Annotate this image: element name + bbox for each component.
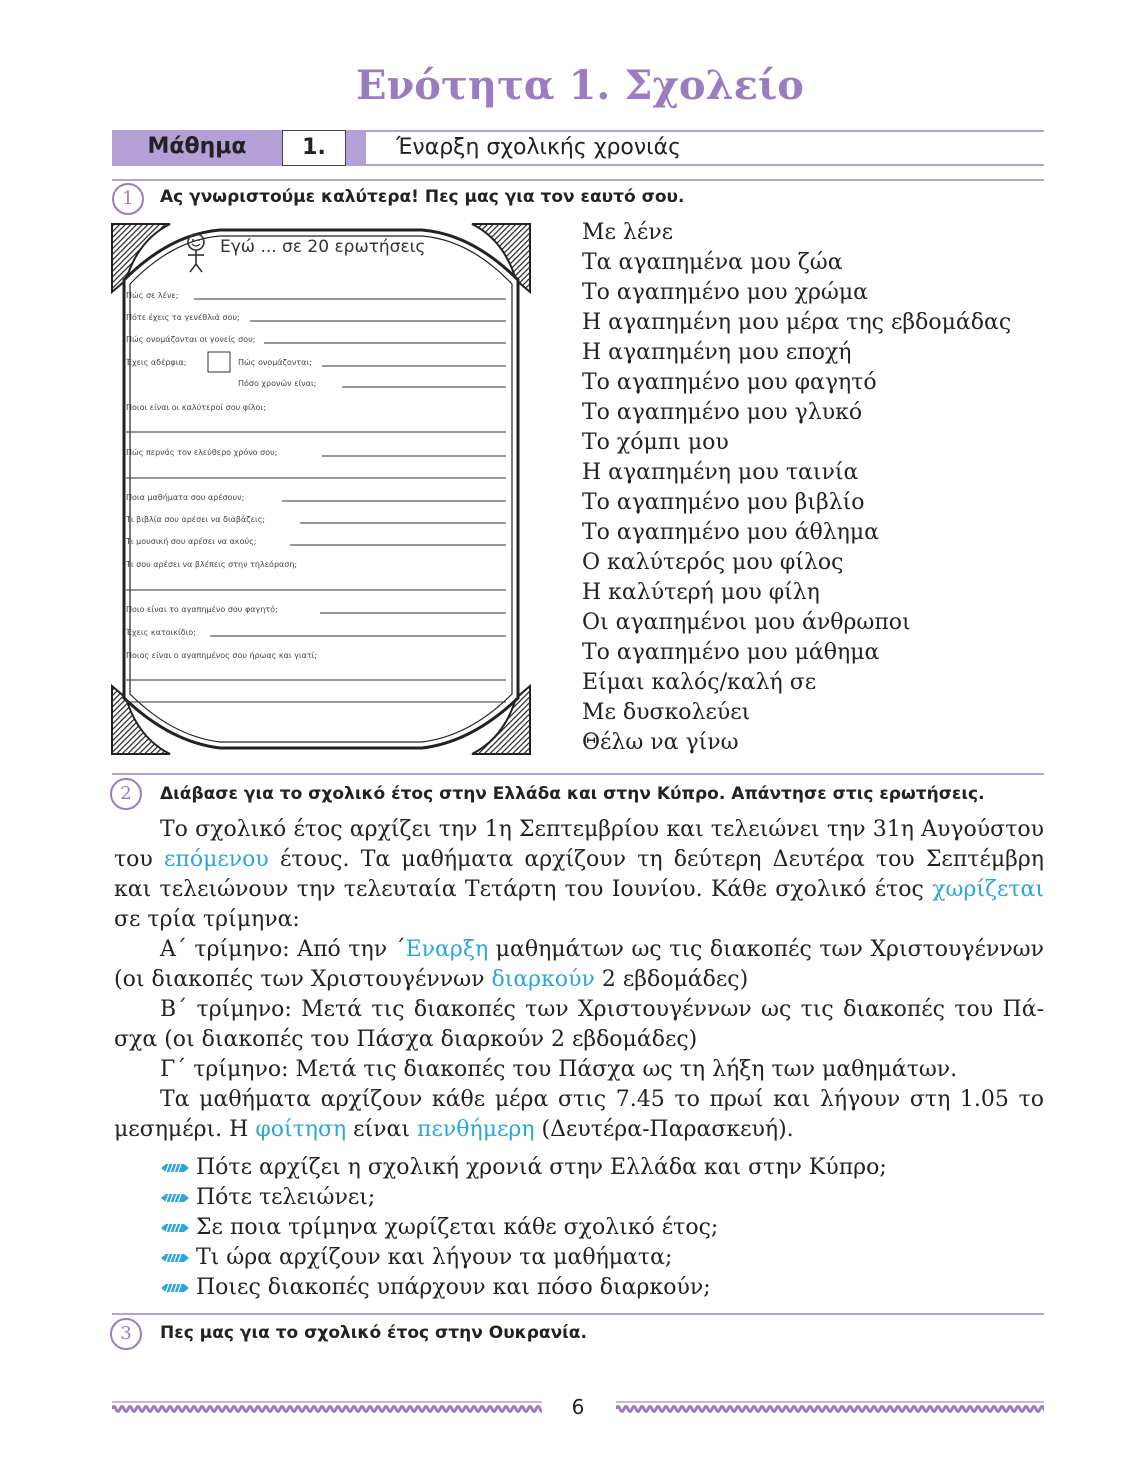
question-item — [160, 1183, 887, 1213]
keyword: επόμενου — [164, 847, 269, 872]
worksheet-field: Πόσο χρονών είναι; — [238, 379, 317, 388]
page-number: 6 — [571, 1395, 585, 1419]
keyword: φοίτηση — [255, 1117, 347, 1142]
question-item — [160, 1153, 887, 1183]
prompt-item: Οι αγαπημένοι μου άνθρωποι — [582, 610, 911, 635]
keyword: Εναρξη — [405, 937, 489, 962]
lesson-label: Μάθημα — [147, 134, 247, 159]
worksheet-field: Τι σου αρέσει να βλέπεις στην τηλεόραση; — [126, 560, 298, 569]
worksheet-title: Εγώ ... σε 20 ερωτήσεις — [220, 237, 426, 257]
reading-text — [114, 815, 1044, 1145]
prompt-item: Το αγαπημένο μου χρώμα — [582, 280, 868, 305]
pencil-arrow-icon — [160, 1192, 190, 1204]
question-item — [160, 1273, 887, 1303]
pencil-arrow-icon — [160, 1282, 190, 1294]
exercise-instruction: Ας γνωριστούμε καλύτερα! Πες μας για τον εαυτό σου. — [160, 187, 685, 207]
worksheet-field: Ποια μαθήματα σου αρέσουν; — [126, 493, 245, 502]
prompt-item: Ο καλύτερός μου φίλος — [582, 550, 844, 575]
section-divider — [112, 773, 1044, 775]
prompt-item: Το αγαπημένο μου φαγητό — [582, 370, 877, 395]
section-divider — [112, 1313, 1044, 1315]
exercise-instruction: Πες μας για το σχολικό έτος στην Ουκρανία. — [160, 1323, 587, 1343]
section-divider — [112, 179, 1044, 181]
worksheet-field: Έχεις κατοικίδιο; — [126, 628, 196, 637]
worksheet-field: Ποιο είναι το αγαπημένο σου φαγητό; — [126, 605, 278, 614]
exercise-number: 1 — [112, 183, 144, 215]
keyword: διαρκούν — [491, 967, 595, 992]
question-item — [160, 1213, 887, 1243]
lesson-number: 1. — [282, 130, 346, 166]
keyword: χωρίζεται — [932, 877, 1044, 902]
prompt-list — [582, 218, 1011, 758]
footer-ornament-left — [112, 1400, 542, 1416]
reading-paragraph: Γ΄ τρίμηνο: Μετά τις διακοπές του Πάσχα ως τη λήξη των μαθημάτων. — [160, 1057, 958, 1082]
question-item — [160, 1243, 887, 1273]
exercise-instruction: Διάβασε για το σχολικό έτος στην Ελλάδα και στην Κύπρο. Απάντησε στις ερωτήσεις. — [160, 784, 985, 804]
question-list — [160, 1153, 887, 1303]
prompt-item: Με λένε — [582, 220, 674, 245]
lesson-header — [112, 130, 1044, 166]
prompt-item: Η αγαπημένη μου εποχή — [582, 340, 852, 365]
prompt-item: Τα αγαπημένα μου ζώα — [582, 250, 843, 275]
prompt-item: Το αγαπημένο μου βιβλίο — [582, 490, 865, 515]
pencil-arrow-icon — [160, 1162, 190, 1174]
worksheet-field: Ποιοι είναι οι καλύτεροί σου φίλοι; — [126, 403, 266, 412]
worksheet-field: Έχεις αδέρφια; — [126, 358, 187, 367]
reading-paragraph: Β΄ τρίμηνο: Μετά τις διακοπές των Χριστουγέννων ως τις διακοπές του Πάσχα (οι διακοπές του Πάσχα διαρκούν 2 εβδομάδες) — [114, 997, 1044, 1052]
question-text: Τι ώρα αρχίζουν και λήγουν τα μαθήματα; — [196, 1245, 673, 1270]
worksheet-field: Πώς σε λένε; — [126, 291, 179, 300]
exercise-number: 3 — [110, 1318, 142, 1350]
question-text: Πότε αρχίζει η σχολική χρονιά στην Ελλάδα και στην Κύπρο; — [196, 1155, 887, 1180]
unit-title: Ενότητα 1. Σχολείο — [356, 62, 804, 109]
prompt-item: Με δυσκολεύει — [582, 700, 751, 725]
prompt-item: Θέλω να γίνω — [582, 730, 739, 755]
pencil-arrow-icon — [160, 1222, 190, 1234]
reading-paragraph: Τα μαθήματα αρχίζουν κάθε μέρα στις 7.45 το πρωί και λήγουν στη 1.05 το μεσημέρι. Η φοίτηση είναι πενθήμερη (Δευτέρα-Παρασκευή). — [114, 1087, 1044, 1142]
question-text: Πότε τελειώνει; — [196, 1185, 376, 1210]
reading-paragraph: Α΄ τρίμηνο: Από την ΄Εναρξη μαθημάτων ως τις διακοπές των Χριστουγέννων (οι διακοπές των Χριστουγέννων διαρκούν 2 εβδομάδες) — [114, 937, 1044, 992]
question-text: Σε ποια τρίμηνα χωρίζεται κάθε σχολικό έτος; — [196, 1215, 719, 1240]
worksheet-field: Πότε έχεις τα γενέθλιά σου; — [126, 313, 240, 322]
prompt-item: Η αγαπημένη μου μέρα της εβδομάδας — [582, 310, 1012, 335]
keyword: πενθήμερη — [417, 1117, 535, 1142]
worksheet-field: Πώς ονομάζονται οι γονείς σου; — [126, 335, 256, 344]
reading-paragraph: Το σχολικό έτος αρχίζει την 1η Σεπτεμβρίου και τελειώνει την 31η Αυγούστου του επόμενου έτους. Τα μαθήματα αρχίζουν τη δεύτερη Δευτέρα του Σεπτέμβρη και τελειώνουν την τελευταία Τετάρτη του Ιουνίου. Κάθε σχολικό έτος χωρίζεται σε τρία τρίμηνα: — [114, 817, 1044, 932]
questionnaire-worksheet-image — [110, 222, 532, 756]
worksheet-field: Πώς περνάς τον ελεύθερο χρόνο σου; — [126, 448, 278, 457]
prompt-item: Το χόμπι μου — [582, 430, 729, 455]
exercise-number: 2 — [110, 778, 142, 810]
prompt-item: Το αγαπημένο μου μάθημα — [582, 640, 880, 665]
pencil-arrow-icon — [160, 1252, 190, 1264]
worksheet-field: Τι βιβλία σου αρέσει να διαβάζεις; — [126, 515, 266, 524]
prompt-item: Το αγαπημένο μου γλυκό — [582, 400, 863, 425]
worksheet-field: Ποιος είναι ο αγαπημένος σου ήρωας και γιατί; — [126, 651, 318, 660]
lesson-title: Έναρξη σχολικής χρονιάς — [396, 135, 682, 160]
worksheet-field: Τι μουσική σου αρέσει να ακούς; — [126, 537, 257, 546]
prompt-item: Είμαι καλός/καλή σε — [582, 670, 817, 695]
worksheet-field: Πώς ονομάζονται; — [238, 358, 312, 367]
question-text: Ποιες διακοπές υπάρχουν και πόσο διαρκούν; — [196, 1275, 711, 1300]
footer-ornament-right — [616, 1400, 1044, 1416]
prompt-item: Η αγαπημένη μου ταινία — [582, 460, 859, 485]
prompt-item: Η καλύτερή μου φίλη — [582, 580, 820, 605]
prompt-item: Το αγαπημένο μου άθλημα — [582, 520, 880, 545]
